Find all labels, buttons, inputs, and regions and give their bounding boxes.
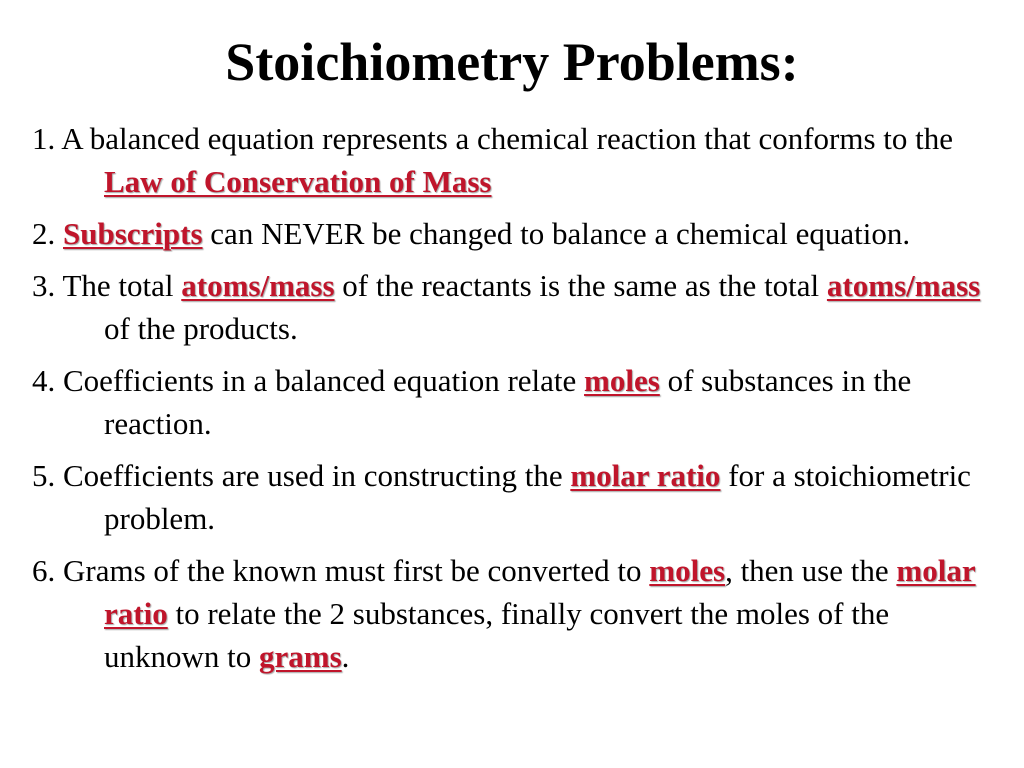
item-number: 4. bbox=[32, 363, 63, 398]
item-text: . bbox=[341, 639, 350, 674]
item-text: Grams of the known must first be converted to bbox=[63, 553, 650, 588]
keyword: molar ratio bbox=[570, 458, 721, 493]
list-item bbox=[32, 117, 1007, 203]
item-text: of substances in the reaction. bbox=[104, 363, 912, 441]
item-text: for a stoichiometric problem. bbox=[104, 458, 971, 536]
statement-list bbox=[32, 117, 1007, 687]
keyword: Subscripts bbox=[63, 216, 203, 251]
item-number: 6. bbox=[32, 553, 63, 588]
keyword: Law of Conservation of Mass bbox=[104, 164, 492, 199]
item-text: of the reactants is the same as the total bbox=[334, 268, 827, 303]
item-text: can NEVER be changed to balance a chemical equation. bbox=[202, 216, 911, 251]
keyword: grams bbox=[259, 639, 342, 674]
keyword: moles bbox=[649, 553, 726, 588]
item-text: A balanced equation represents a chemical reaction that conforms to the bbox=[61, 121, 954, 156]
keyword: ratio bbox=[104, 596, 168, 631]
item-text: Coefficients are used in constructing the bbox=[63, 458, 571, 493]
list-item bbox=[32, 549, 1007, 678]
item-text: , then use the bbox=[725, 553, 897, 588]
item-number: 2. bbox=[32, 216, 63, 251]
item-text: to relate the 2 substances, finally convert the moles of the unknown to bbox=[104, 596, 890, 674]
keyword: moles bbox=[584, 363, 660, 398]
list-item bbox=[32, 212, 1007, 255]
keyword: molar bbox=[896, 553, 976, 588]
slide-title: Stoichiometry Problems: bbox=[225, 32, 799, 92]
list-item bbox=[32, 359, 1007, 445]
item-number: 3. bbox=[32, 268, 63, 303]
item-text: of the products. bbox=[104, 311, 298, 346]
item-text: The total bbox=[62, 268, 182, 303]
list-item bbox=[32, 264, 1007, 350]
item-number: 1. bbox=[32, 121, 62, 156]
item-text: Coefficients in a balanced equation relate bbox=[63, 363, 585, 398]
item-number: 5. bbox=[32, 458, 63, 493]
list-item bbox=[32, 454, 1007, 540]
keyword: atoms/mass bbox=[181, 268, 335, 303]
keyword: atoms/mass bbox=[826, 268, 981, 303]
